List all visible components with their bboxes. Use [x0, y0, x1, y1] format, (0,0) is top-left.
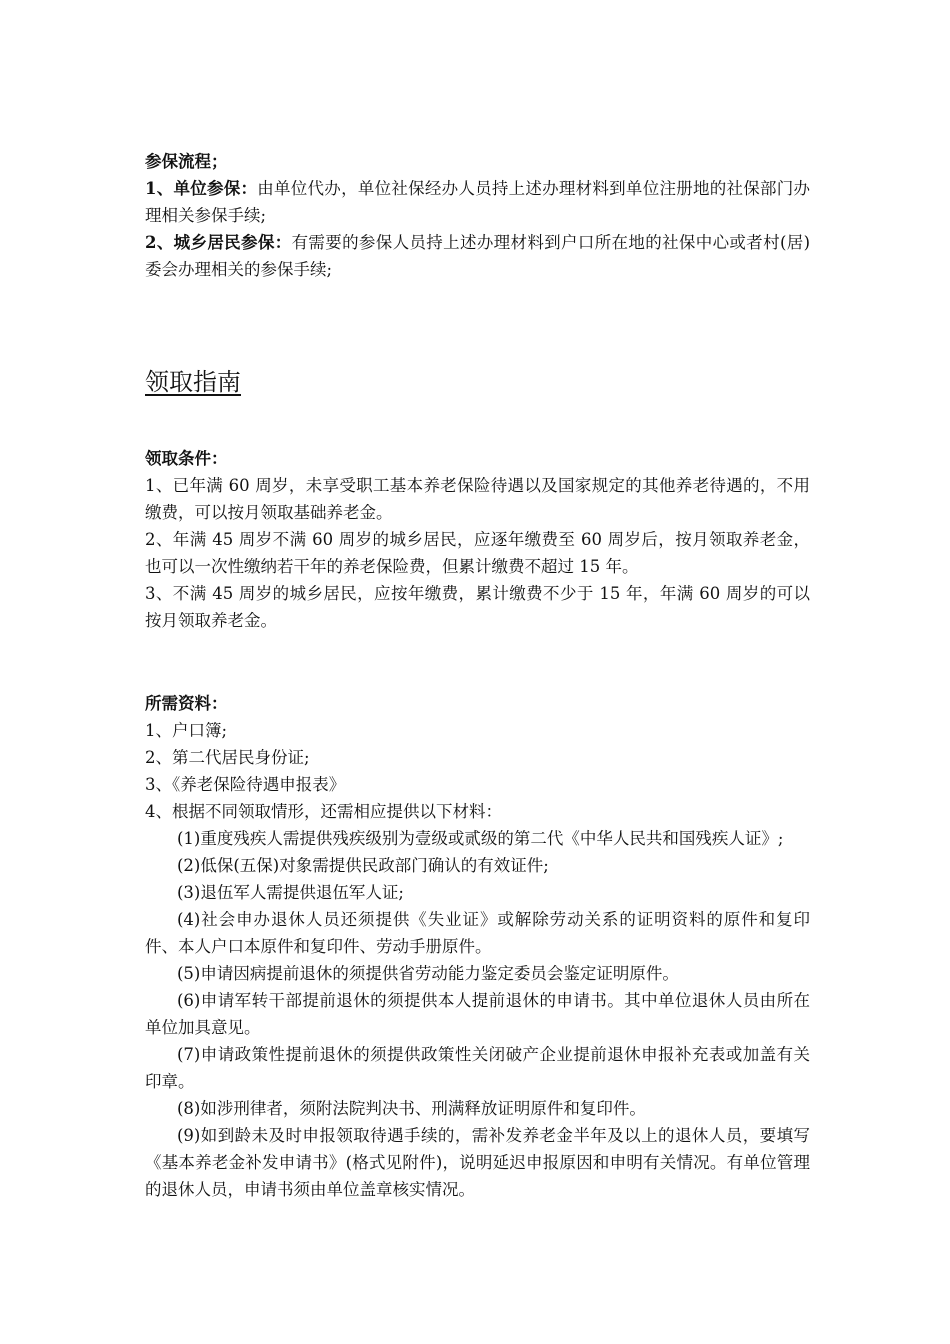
material-sub-item: (1)重度残疾人需提供残疾级别为壹级或贰级的第二代《中华人民共和国残疾人证》;: [177, 829, 784, 848]
condition-item: 2、年满 45 周岁不满 60 周岁的城乡居民，应逐年缴费至 60 周岁后，按月领取养老金，也可以一次性缴纳若干年的养老保险费，但累计缴费不超过 15 年。: [145, 530, 810, 576]
material-sub-item: (7)申请政策性提前退休的须提供政策性关闭破产企业提前退休申报补充表或加盖有关印章。: [145, 1045, 810, 1091]
material-item: 1、户口簿;: [145, 721, 228, 740]
material-sub-item: (4)社会申办退休人员还须提供《失业证》或解除劳动关系的证明资料的原件和复印件、本人户口本原件和复印件、劳动手册原件。: [145, 910, 810, 956]
condition-item: 1、已年满 60 周岁，未享受职工基本养老保险待遇以及国家规定的其他养老待遇的，不用缴费，可以按月领取基础养老金。: [145, 476, 810, 522]
material-sub-item: (2)低保(五保)对象需提供民政部门确认的有效证件;: [177, 856, 549, 875]
unit-enrollment-paragraph: [145, 175, 810, 229]
resident-enrollment-paragraph: [145, 229, 810, 283]
material-item: 4、根据不同领取情形，还需相应提供以下材料：: [145, 802, 502, 821]
materials-title: 所需资料：: [145, 694, 228, 713]
material-sub-item: (5)申请因病提前退休的须提供省劳动能力鉴定委员会鉴定证明原件。: [177, 964, 679, 983]
conditions-section: [145, 445, 810, 634]
material-sub-item: (9)如到龄未及时申报领取待遇手续的，需补发养老金半年及以上的退休人员，要填写《基本养老金补发申请书》(格式见附件)，说明延迟申报原因和申明有关情况。有单位管理的退休人员，申请书须由单位盖章核实情况。: [145, 1126, 810, 1199]
enrollment-process-title: 参保流程；: [145, 152, 228, 171]
unit-enrollment-text: 由单位代办，单位社保经办人员持上述办理材料到单位注册地的社保部门办理相关参保手续;: [145, 179, 810, 225]
material-item: 3、《养老保险待遇申报表》: [145, 775, 346, 794]
material-sub-item: (8)如涉刑律者，须附法院判决书、刑满释放证明原件和复印件。: [177, 1099, 646, 1118]
resident-enrollment-label: 2、城乡居民参保：: [145, 233, 292, 252]
unit-enrollment-label: 1、单位参保：: [145, 179, 258, 198]
material-item: 2、第二代居民身份证;: [145, 748, 310, 767]
material-sub-item: (3)退伍军人需提供退伍军人证;: [177, 883, 404, 902]
condition-item: 3、不满 45 周岁的城乡居民，应按年缴费，累计缴费不少于 15 年，年满 60 周岁的可以按月领取养老金。: [145, 584, 810, 630]
resident-enrollment-text: 有需要的参保人员持上述办理材料到户口所在地的社保中心或者村(居)委会办理相关的参保手续;: [145, 233, 811, 279]
materials-section: [145, 690, 810, 1203]
material-sub-item: (6)申请军转干部提前退休的须提供本人提前退休的申请书。其中单位退休人员由所在单位加具意见。: [145, 991, 810, 1037]
conditions-title: 领取条件：: [145, 449, 228, 468]
document-page: [145, 148, 810, 1203]
pension-guide-heading: 领取指南: [145, 368, 241, 396]
enrollment-process-section: [145, 148, 810, 283]
